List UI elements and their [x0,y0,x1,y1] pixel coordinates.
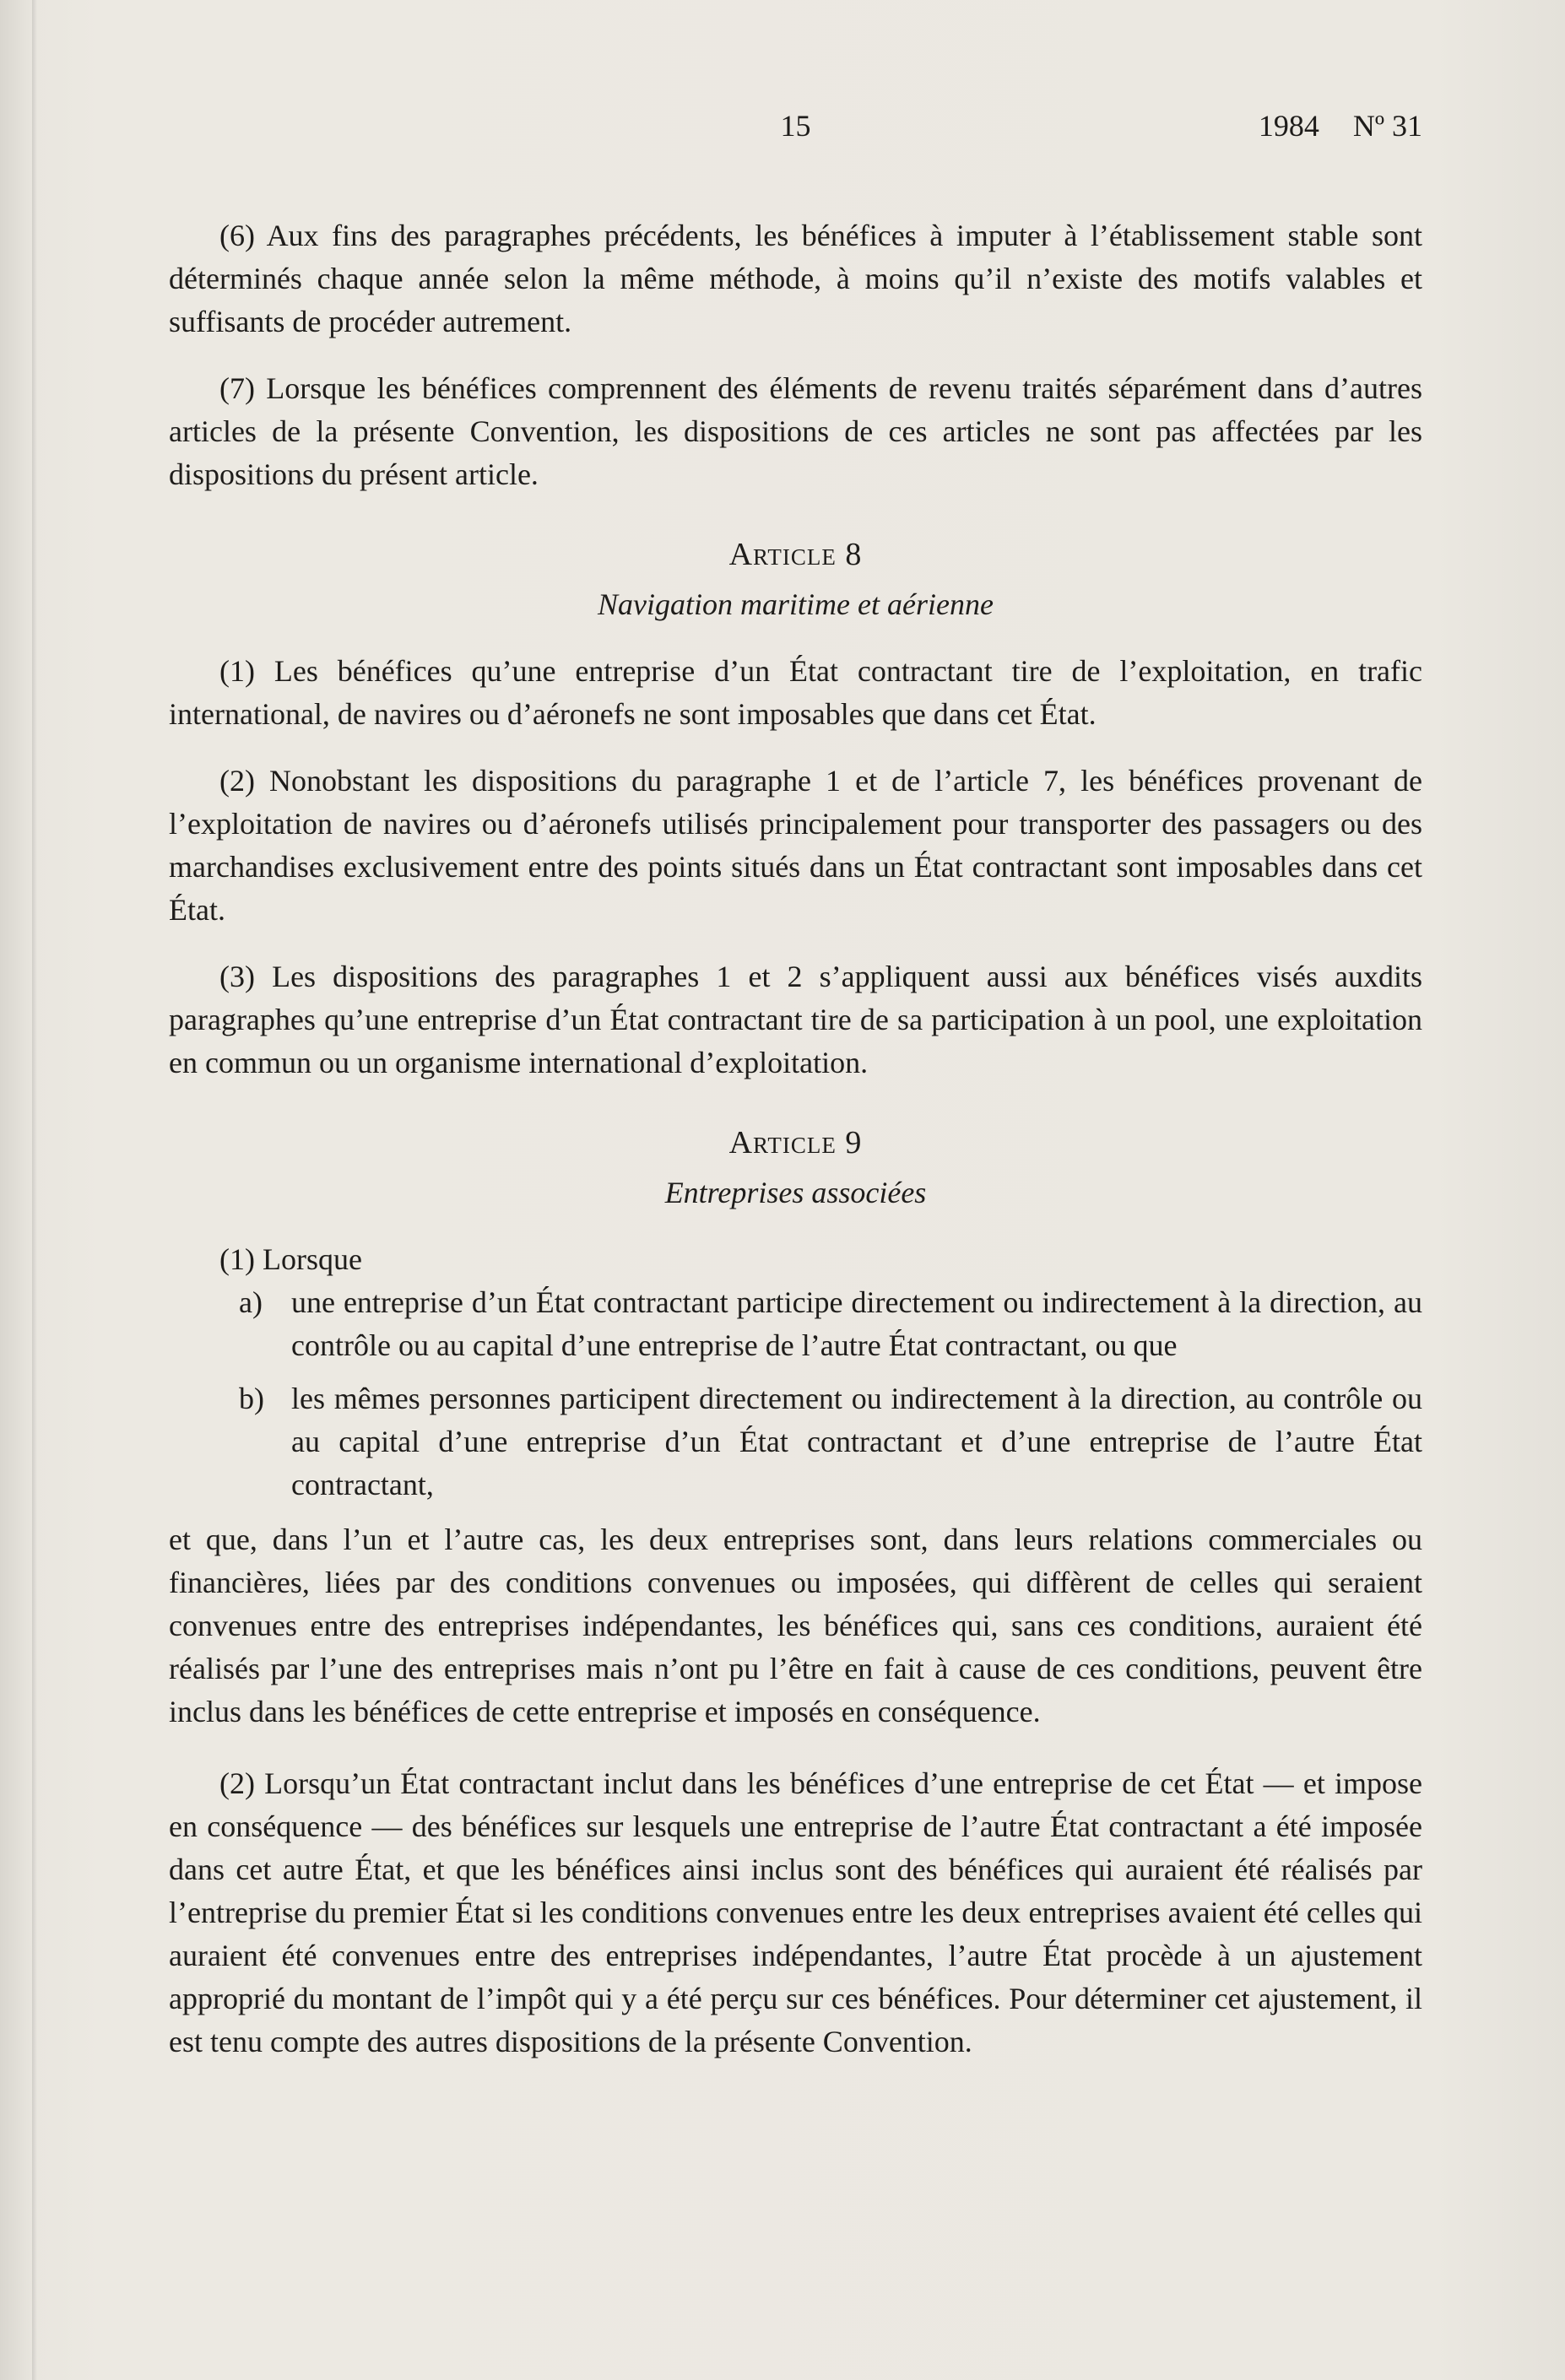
header-issue-number: Nº 31 [1352,109,1422,143]
header-year: 1984 [1258,109,1319,143]
article-8-subtitle: Navigation maritime et aérienne [598,587,994,621]
item-b-text: les mêmes personnes participent directement ou indirectement à la direction, au contrôle ou au capital d’une entreprise d’un État contractant et d’une entreprise de l’autre État contractant, [291,1382,1422,1501]
paragraph-7: (7) Lorsque les bénéfices comprennent des éléments de revenu traités séparément dans d’autres articles de la présente Convention, les dispositions de ces articles ne sont pas affectées par les dispositions du présent article. [169,371,1422,491]
paragraph-6: (6) Aux fins des paragraphes précédents, les bénéfices à imputer à l’établissement stable sont déterminés chaque année selon la même méthode, à moins qu’il n’existe des motifs valables et suffisants de procéder autrement. [169,219,1422,338]
page-spine-shadow [32,0,37,2380]
article-8-paragraph-2: (2) Nonobstant les dispositions du paragraphe 1 et de l’article 7, les bénéfices provenant de l’exploitation de navires ou d’aéronefs utilisés principalement pour transporter des passagers ou des marchandises exclusivement entre des points situés dans un État contractant sont imposables dans cet État. [169,764,1422,927]
article-8-paragraph-1: (1) Les bénéfices qu’une entreprise d’un État contractant tire de l’exploitation, en trafic international, de navires ou d’aéronefs ne sont imposables que dans cet État. [169,654,1422,731]
article-9-title: Article 9 [728,1125,863,1160]
header-issue [1225,108,1422,143]
article-8-paragraph-3: (3) Les dispositions des paragraphes 1 et 2 s’appliquent aussi aux bénéfices visés auxdits paragraphes qu’une entreprise d’un État contractant tire de sa participation à un pool, une exploitation en commun ou un organisme international d’exploitation. [169,960,1422,1079]
article-9-paragraph-2: (2) Lorsqu’un État contractant inclut dans les bénéfices d’une entreprise de cet État — et impose en conséquence — des bénéfices sur lesquels une entreprise de l’autre État contractant a été imposée dans cet autre État, et que les bénéfices ainsi inclus sont des bénéfices qui auraient été réalisés par l’entreprise du premier État si les conditions convenues entre les deux entreprises avaient été celles qui auraient été convenues entre des entreprises indépendantes, l’autre État procède à un ajustement approprié du montant de l’impôt qui y a été perçu sur ces bénéfices. Pour déterminer cet ajustement, il est tenu compte des autres dispositions de la présente Convention. [169,1766,1422,2058]
article-9-paragraph-1-continuation: et que, dans l’un et l’autre cas, les deux entreprises sont, dans leurs relations commerciales ou financières, liées par des conditions convenues ou imposées, qui diffèrent de celles qui seraient convenues entre des entreprises indépendantes, les bénéfices qui, sans ces conditions, auraient été réalisés par l’une des entreprises mais n’ont pu l’être en fait à cause de ces conditions, peuvent être inclus dans les bénéfices de cette entreprise et imposés en conséquence. [169,1523,1422,1728]
article-8-title: Article 8 [728,537,863,572]
page-header [169,108,1422,159]
item-a-text: une entreprise d’un État contractant participe directement ou indirectement à la direction, au contrôle ou au capital d’une entreprise de l’autre État contractant, ou que [291,1285,1422,1362]
article-9-item-b [169,1377,1422,1506]
item-b-marker: b) [239,1382,264,1415]
document-body [169,214,1422,2064]
article-9-subtitle: Entreprises associées [664,1176,927,1209]
page-number: 15 [780,109,811,143]
item-a-marker: a) [239,1285,263,1319]
article-9-item-a [169,1281,1422,1367]
article-9-paragraph-1-lead: (1) Lorsque [219,1242,362,1276]
